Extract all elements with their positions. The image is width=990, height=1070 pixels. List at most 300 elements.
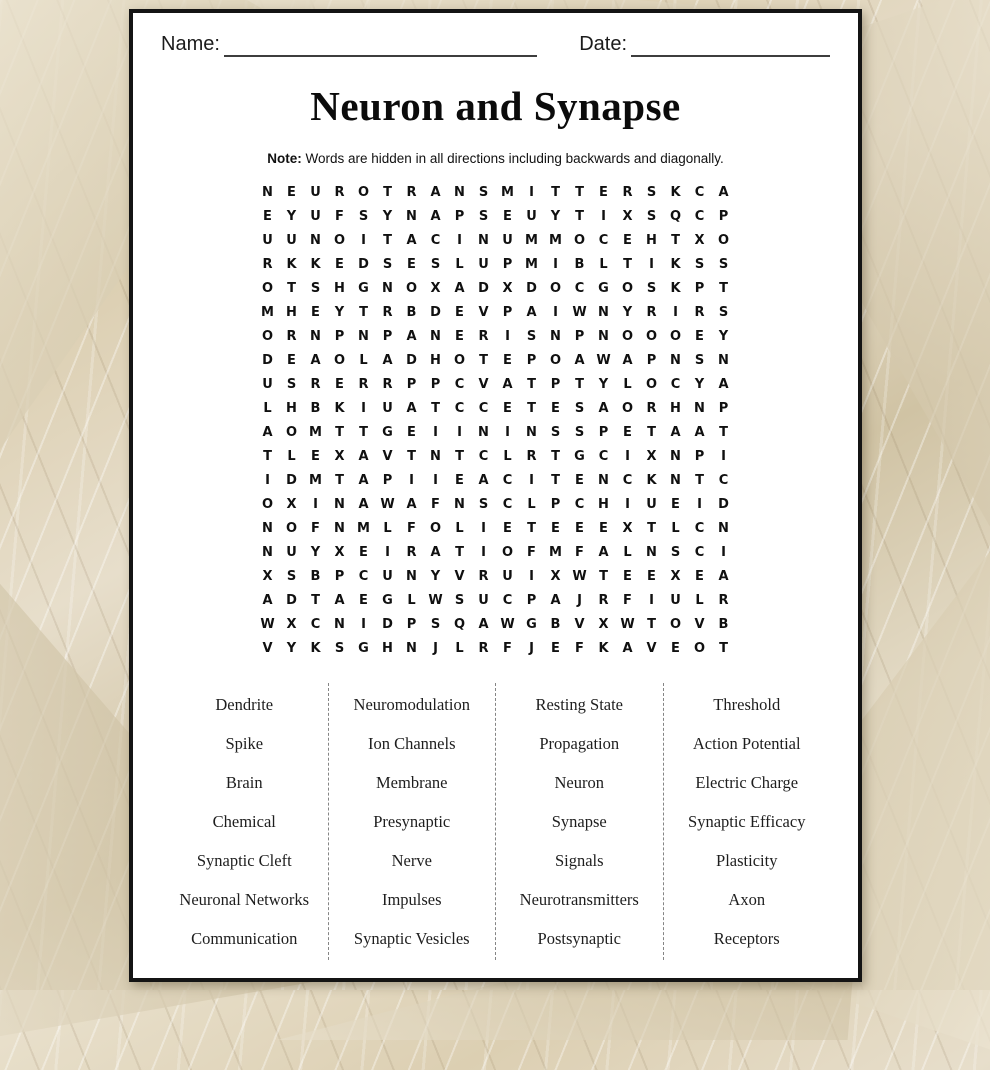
grid-letter: S: [478, 185, 489, 200]
grid-letter: T: [455, 545, 464, 560]
grid-letter: R: [622, 185, 633, 200]
grid-letter: E: [455, 473, 464, 488]
grid-letter: N: [454, 497, 465, 512]
grid-letter: P: [598, 425, 609, 440]
grid-letter: N: [358, 329, 369, 344]
grid-letter: S: [694, 353, 705, 368]
grid-letter: O: [405, 281, 418, 296]
grid-letter: L: [503, 449, 512, 464]
grid-letter: C: [694, 545, 705, 560]
grid-letter: L: [599, 257, 608, 272]
grid-letter: H: [670, 401, 681, 416]
word-list-item: Ion Channels: [367, 734, 456, 753]
grid-letter: W: [500, 617, 515, 632]
grid-letter: I: [457, 425, 462, 440]
grid-letter: T: [527, 401, 536, 416]
grid-letter: D: [718, 497, 729, 512]
word-list-item: Synaptic Cleft: [196, 851, 292, 870]
grid-letter: R: [382, 305, 393, 320]
grid-letter: H: [382, 641, 393, 656]
grid-row: [256, 469, 736, 493]
grid-letter: X: [646, 449, 657, 464]
grid-letter: F: [623, 593, 632, 608]
instructions-note: [161, 151, 830, 166]
word-list-item: Synapse: [551, 812, 607, 831]
grid-letter: F: [527, 545, 536, 560]
grid-letter: D: [430, 305, 441, 320]
grid-letter: T: [575, 185, 584, 200]
grid-letter: M: [261, 305, 274, 320]
grid-letter: N: [334, 617, 345, 632]
grid-letter: H: [334, 281, 345, 296]
grid-letter: T: [575, 377, 584, 392]
grid-letter: P: [694, 449, 705, 464]
grid-letter: I: [529, 569, 534, 584]
grid-letter: E: [671, 641, 680, 656]
grid-letter: Y: [598, 377, 609, 392]
grid-letter: F: [575, 545, 584, 560]
grid-row: [256, 565, 736, 589]
word-list-item: Neuromodulation: [353, 695, 470, 714]
grid-letter: E: [335, 377, 344, 392]
grid-letter: Y: [718, 329, 729, 344]
grid-letter: A: [718, 569, 729, 584]
grid-letter: Y: [550, 209, 561, 224]
grid-letter: O: [669, 329, 682, 344]
grid-letter: M: [525, 233, 538, 248]
grid-row: [256, 325, 736, 349]
grid-letter: N: [670, 353, 681, 368]
grid-letter: G: [382, 425, 393, 440]
grid-letter: E: [503, 353, 512, 368]
grid-letter: C: [478, 449, 489, 464]
grid-letter: N: [454, 185, 465, 200]
grid-letter: A: [718, 377, 729, 392]
grid-letter: P: [574, 329, 585, 344]
grid-letter: K: [310, 257, 321, 272]
grid-letter: P: [718, 209, 729, 224]
grid-letter: O: [645, 329, 658, 344]
grid-letter: M: [309, 425, 322, 440]
word-list-item: Chemical: [212, 812, 276, 831]
grid-row: [256, 613, 736, 637]
grid-letter: Y: [622, 305, 633, 320]
name-label: Name:: [161, 33, 220, 55]
grid-letter: T: [527, 377, 536, 392]
grid-letter: E: [455, 305, 464, 320]
grid-row: [256, 589, 736, 613]
word-list-item: Nerve: [391, 851, 432, 870]
grid-letter: C: [358, 569, 369, 584]
grid-letter: I: [649, 593, 654, 608]
grid-letter: X: [262, 569, 273, 584]
grid-letter: R: [694, 305, 705, 320]
grid-letter: A: [406, 329, 417, 344]
grid-letter: E: [287, 353, 296, 368]
grid-letter: N: [406, 641, 417, 656]
grid-letter: U: [502, 233, 513, 248]
grid-letter: O: [333, 353, 346, 368]
grid-letter: Q: [669, 209, 682, 224]
grid-letter: L: [455, 641, 464, 656]
grid-letter: S: [718, 305, 729, 320]
grid-letter: E: [311, 449, 320, 464]
grid-letter: A: [694, 425, 705, 440]
grid-letter: R: [310, 377, 321, 392]
grid-letter: O: [261, 497, 274, 512]
grid-row: [256, 301, 736, 325]
grid-letter: N: [310, 329, 321, 344]
grid-letter: B: [406, 305, 417, 320]
grid-letter: S: [454, 593, 465, 608]
grid-letter: L: [263, 401, 272, 416]
grid-letter: P: [646, 353, 657, 368]
grid-letter: R: [406, 545, 417, 560]
grid-letter: T: [719, 281, 728, 296]
grid-letter: P: [550, 497, 561, 512]
grid-letter: V: [478, 305, 489, 320]
grid-letter: I: [553, 305, 558, 320]
worksheet-page: [129, 9, 862, 982]
grid-row: [256, 349, 736, 373]
grid-letter: V: [454, 569, 465, 584]
grid-letter: F: [503, 641, 512, 656]
grid-letter: T: [647, 425, 656, 440]
grid-letter: L: [527, 497, 536, 512]
grid-letter: N: [382, 281, 393, 296]
grid-letter: C: [670, 377, 681, 392]
grid-letter: I: [265, 473, 270, 488]
grid-letter: U: [262, 233, 273, 248]
grid-letter: P: [334, 569, 345, 584]
grid-letter: W: [596, 353, 611, 368]
grid-letter: C: [598, 233, 609, 248]
grid-row: [256, 205, 736, 229]
grid-letter: D: [286, 593, 297, 608]
grid-letter: T: [335, 425, 344, 440]
grid-letter: A: [478, 473, 489, 488]
grid-letter: C: [478, 401, 489, 416]
grid-letter: M: [525, 257, 538, 272]
grid-letter: G: [358, 281, 369, 296]
word-list-item: Neuron: [554, 773, 604, 792]
grid-letter: U: [310, 185, 321, 200]
grid-letter: U: [382, 569, 393, 584]
grid-letter: X: [670, 569, 681, 584]
grid-letter: N: [598, 305, 609, 320]
grid-letter: U: [262, 377, 273, 392]
grid-letter: N: [310, 233, 321, 248]
word-list-item: Axon: [728, 890, 766, 909]
grid-letter: T: [287, 281, 296, 296]
grid-letter: O: [453, 353, 466, 368]
grid-letter: P: [694, 281, 705, 296]
date-blank-line: [631, 31, 830, 57]
grid-letter: S: [526, 329, 537, 344]
grid-letter: U: [286, 233, 297, 248]
grid-letter: S: [430, 617, 441, 632]
grid-row: [256, 253, 736, 277]
grid-letter: P: [382, 473, 393, 488]
grid-letter: A: [670, 425, 681, 440]
grid-letter: W: [620, 617, 635, 632]
grid-letter: C: [574, 281, 585, 296]
grid-letter: K: [646, 473, 657, 488]
grid-letter: T: [359, 305, 368, 320]
grid-letter: P: [718, 401, 729, 416]
grid-letter: D: [406, 353, 417, 368]
grid-letter: L: [359, 353, 368, 368]
grid-letter: R: [526, 449, 537, 464]
word-list-item: Propagation: [539, 734, 620, 753]
grid-letter: I: [361, 617, 366, 632]
grid-letter: E: [599, 185, 608, 200]
grid-letter: I: [625, 449, 630, 464]
grid-letter: S: [550, 425, 561, 440]
grid-letter: L: [287, 449, 296, 464]
grid-letter: A: [598, 401, 609, 416]
grid-letter: T: [623, 257, 632, 272]
name-field: [161, 31, 537, 57]
note-text: Words are hidden in all directions including backwards and diagonally.: [301, 151, 724, 166]
grid-letter: I: [649, 257, 654, 272]
grid-letter: E: [551, 401, 560, 416]
grid-letter: A: [358, 497, 369, 512]
grid-letter: C: [454, 401, 465, 416]
grid-letter: A: [622, 353, 633, 368]
grid-letter: E: [575, 521, 584, 536]
grid-letter: Y: [382, 209, 393, 224]
grid-row: [256, 541, 736, 565]
word-search-grid: [161, 181, 830, 661]
grid-letter: I: [361, 233, 366, 248]
word-list-item: Neuronal Networks: [179, 890, 310, 909]
grid-letter: S: [670, 545, 681, 560]
grid-letter: L: [407, 593, 416, 608]
grid-letter: R: [646, 401, 657, 416]
grid-letter: I: [457, 233, 462, 248]
grid-letter: O: [261, 281, 274, 296]
grid-letter: V: [382, 449, 393, 464]
grid-row: [256, 517, 736, 541]
grid-letter: N: [670, 473, 681, 488]
grid-letter: D: [382, 617, 393, 632]
grid-letter: P: [454, 209, 465, 224]
grid-letter: A: [406, 497, 417, 512]
grid-letter: S: [718, 257, 729, 272]
grid-letter: O: [357, 185, 370, 200]
grid-letter: I: [721, 449, 726, 464]
grid-letter: A: [430, 545, 441, 560]
grid-letter: N: [334, 497, 345, 512]
grid-letter: Y: [286, 209, 297, 224]
grid-letter: J: [433, 641, 438, 656]
grid-row: [256, 493, 736, 517]
grid-letter: I: [433, 473, 438, 488]
grid-letter: C: [694, 209, 705, 224]
grid-letter: G: [574, 449, 585, 464]
grid-letter: T: [359, 425, 368, 440]
grid-letter: S: [430, 257, 441, 272]
grid-letter: O: [549, 281, 562, 296]
grid-letter: L: [623, 377, 632, 392]
word-list-item: Plasticity: [716, 851, 778, 870]
grid-letter: O: [669, 617, 682, 632]
word-list-item: Brain: [225, 773, 263, 792]
grid-letter: E: [671, 497, 680, 512]
grid-letter: T: [383, 185, 392, 200]
grid-letter: I: [529, 473, 534, 488]
grid-letter: E: [311, 305, 320, 320]
grid-letter: C: [502, 593, 513, 608]
grid-letter: C: [310, 617, 321, 632]
grid-letter: V: [262, 641, 273, 656]
grid-letter: I: [673, 305, 678, 320]
grid-letter: Y: [694, 377, 705, 392]
grid-letter: X: [598, 617, 609, 632]
grid-letter: N: [694, 401, 705, 416]
grid-letter: N: [262, 545, 273, 560]
grid-letter: N: [550, 329, 561, 344]
grid-letter: A: [262, 425, 273, 440]
grid-letter: K: [334, 401, 345, 416]
grid-letter: X: [694, 233, 705, 248]
grid-letter: O: [717, 233, 730, 248]
grid-letter: O: [333, 233, 346, 248]
grid-letter: O: [621, 281, 634, 296]
grid-letter: U: [310, 209, 321, 224]
grid-letter: M: [501, 185, 514, 200]
grid-letter: K: [670, 281, 681, 296]
grid-letter: I: [721, 545, 726, 560]
grid-letter: D: [478, 281, 489, 296]
grid-letter: H: [430, 353, 441, 368]
grid-letter: F: [311, 521, 320, 536]
grid-letter: E: [455, 329, 464, 344]
word-list-item: Postsynaptic: [537, 929, 621, 948]
grid-letter: Y: [286, 641, 297, 656]
grid-letter: V: [478, 377, 489, 392]
grid-letter: I: [697, 497, 702, 512]
grid-letter: M: [549, 545, 562, 560]
word-list-item: Neurotransmitters: [519, 890, 639, 909]
grid-letter: N: [670, 449, 681, 464]
grid-letter: M: [309, 473, 322, 488]
grid-row: [256, 229, 736, 253]
grid-letter: P: [334, 329, 345, 344]
grid-letter: E: [407, 425, 416, 440]
grid-letter: D: [262, 353, 273, 368]
grid-letter: I: [601, 209, 606, 224]
grid-letter: I: [481, 545, 486, 560]
grid-letter: D: [358, 257, 369, 272]
grid-letter: T: [719, 641, 728, 656]
grid-letter: G: [598, 281, 609, 296]
grid-letter: E: [551, 641, 560, 656]
grid-letter: G: [382, 593, 393, 608]
grid-letter: J: [577, 593, 582, 608]
grid-letter: N: [718, 353, 729, 368]
grid-letter: I: [625, 497, 630, 512]
grid-letter: L: [695, 593, 704, 608]
grid-letter: T: [335, 473, 344, 488]
grid-letter: T: [695, 473, 704, 488]
grid-letter: N: [406, 569, 417, 584]
grid-letter: E: [287, 185, 296, 200]
word-list-item: Dendrite: [215, 695, 274, 714]
grid-row: [256, 277, 736, 301]
grid-letter: S: [478, 209, 489, 224]
grid-letter: R: [406, 185, 417, 200]
grid-letter: R: [478, 641, 489, 656]
grid-letter: T: [719, 425, 728, 440]
grid-letter: S: [574, 425, 585, 440]
grid-letter: L: [623, 545, 632, 560]
grid-letter: S: [646, 209, 657, 224]
grid-letter: S: [286, 569, 297, 584]
grid-letter: V: [574, 617, 585, 632]
grid-letter: A: [454, 281, 465, 296]
grid-letter: X: [430, 281, 441, 296]
word-list-item: Receptors: [713, 929, 780, 948]
grid-letter: A: [406, 401, 417, 416]
grid-letter: E: [359, 593, 368, 608]
grid-letter: P: [502, 305, 513, 320]
grid-letter: S: [358, 209, 369, 224]
grid-letter: E: [503, 209, 512, 224]
grid-letter: N: [598, 473, 609, 488]
grid-letter: W: [428, 593, 443, 608]
grid-letter: C: [430, 233, 441, 248]
grid-letter: P: [526, 353, 537, 368]
grid-letter: L: [455, 521, 464, 536]
grid-letter: E: [695, 329, 704, 344]
grid-letter: S: [646, 185, 657, 200]
note-label: Note:: [267, 151, 302, 166]
grid-letter: B: [718, 617, 729, 632]
grid-letter: T: [263, 449, 272, 464]
grid-letter: M: [357, 521, 370, 536]
grid-letter: A: [310, 353, 321, 368]
grid-letter: U: [502, 569, 513, 584]
grid-letter: E: [575, 473, 584, 488]
grid-letter: B: [574, 257, 585, 272]
grid-letter: L: [671, 521, 680, 536]
grid-letter: N: [334, 521, 345, 536]
grid-letter: T: [551, 185, 560, 200]
grid-letter: B: [550, 617, 561, 632]
grid-letter: C: [694, 521, 705, 536]
grid-letter: O: [693, 641, 706, 656]
grid-letter: E: [599, 521, 608, 536]
grid-letter: L: [455, 257, 464, 272]
grid-letter: N: [598, 329, 609, 344]
grid-letter: N: [406, 209, 417, 224]
grid-letter: T: [599, 569, 608, 584]
grid-letter: P: [382, 329, 393, 344]
grid-letter: K: [310, 641, 321, 656]
grid-letter: W: [572, 569, 587, 584]
grid-letter: H: [286, 401, 297, 416]
grid-letter: A: [550, 593, 561, 608]
grid-letter: Y: [334, 305, 345, 320]
grid-letter: F: [431, 497, 440, 512]
word-list-column: [329, 683, 497, 960]
word-list-item: Synaptic Vesicles: [353, 929, 470, 948]
word-list-item: Action Potential: [692, 734, 801, 753]
grid-letter: A: [622, 641, 633, 656]
grid-letter: Y: [430, 569, 441, 584]
